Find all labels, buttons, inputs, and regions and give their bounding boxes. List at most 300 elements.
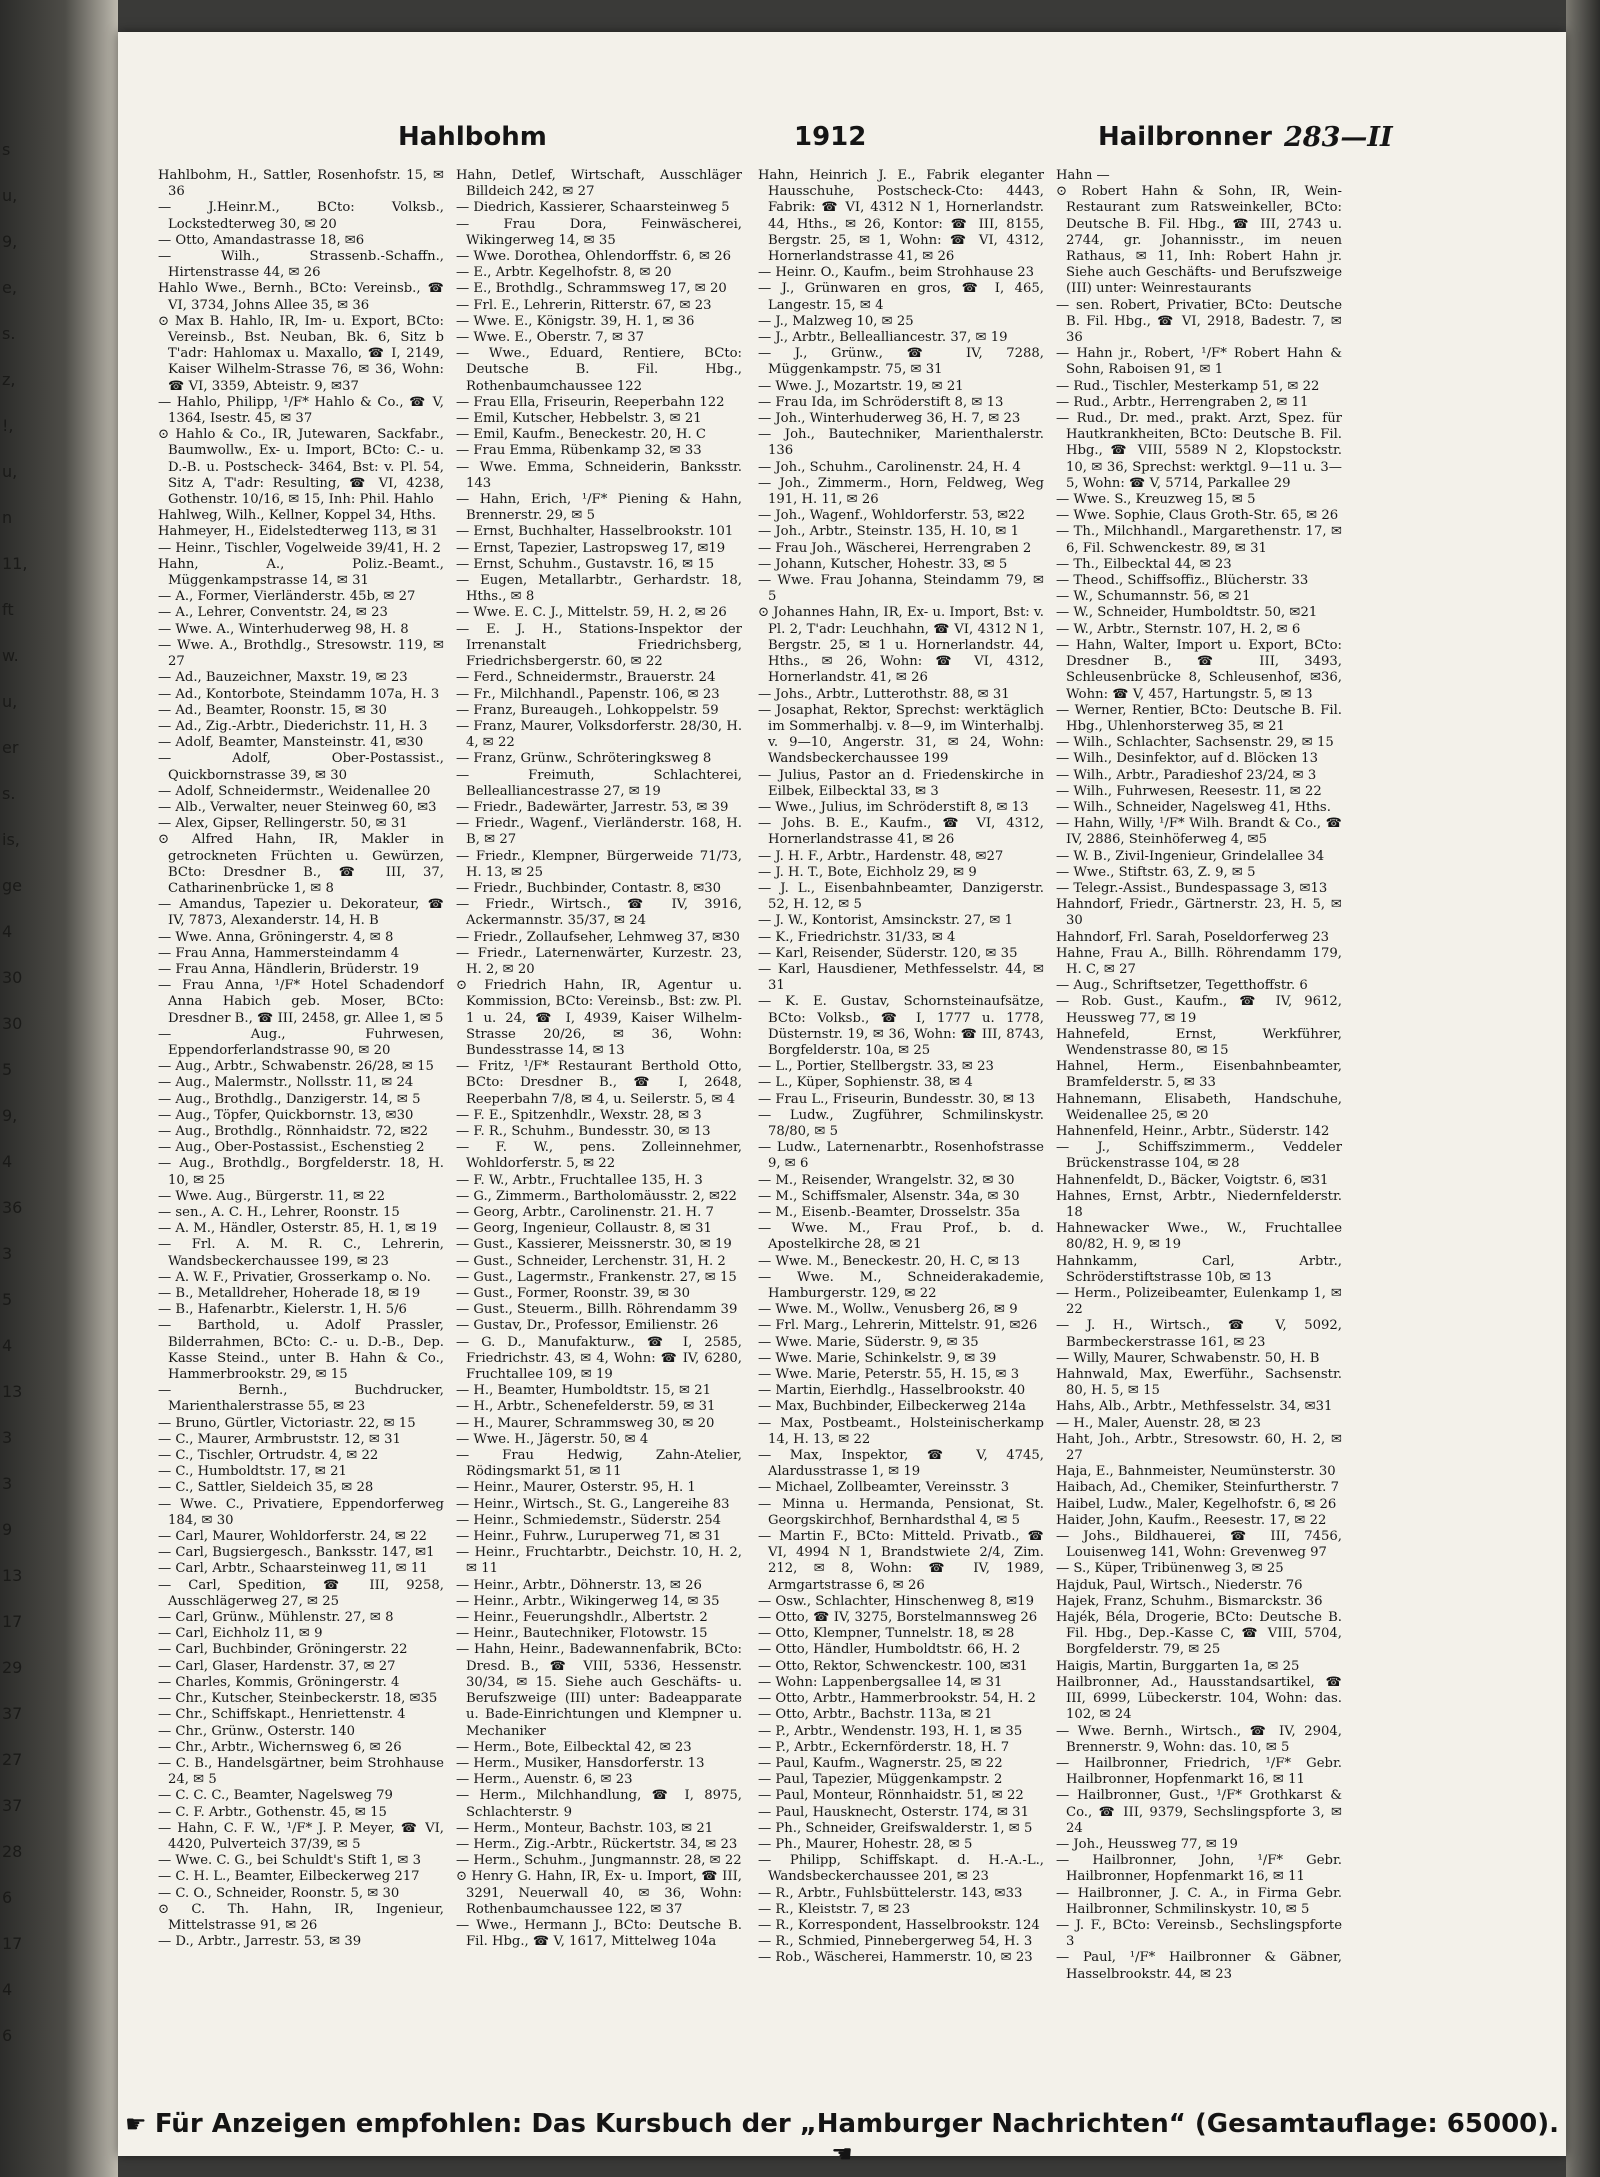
directory-entry: — Osw., Schlachter, Hinschenweg 8, ✉19	[758, 1593, 1034, 1609]
margin-fragment: 17	[2, 1934, 23, 1953]
directory-entry: Hahnel, Herm., Eisenbahnbeamter, Bramfelderstr. 5, ✉ 33	[1056, 1059, 1342, 1091]
directory-entry: — Wwe. A., Winterhuderweg 98, H. 8	[158, 621, 409, 637]
directory-entry: — Gust., Lagermstr., Frankenstr. 27, ✉ 15	[456, 1269, 737, 1285]
directory-entry: — Bernh., Buchdrucker, Marienthalerstrasse 55, ✉ 23	[158, 1383, 444, 1415]
directory-entry: — B., Hafenarbtr., Kielerstr. 1, H. 5/6	[158, 1302, 407, 1318]
directory-entry: — M., Schiffsmaler, Alsenstr. 34a, ✉ 30	[758, 1188, 1020, 1204]
directory-entry: — Adolf, Ober-Postassist., Quickbornstrasse 39, ✉ 30	[158, 751, 444, 783]
directory-column-2	[456, 168, 742, 2108]
directory-entry: — Barthold, u. Adolf Prassler, Bilderrahmen, BCto: C.- u. D.-B., Dep. Kasse Steind., unter B. Hahn & Co., Hammerbrookstr. 29, ✉ 15	[158, 1318, 444, 1383]
footer-text: Für Anzeigen empfohlen: Das Kursbuch der „Hamburger Nachrichten“ (Gesamtauflage: 65000).	[154, 2109, 1560, 2139]
directory-entry: — Joh., Bautechniker, Marienthalerstr. 136	[758, 427, 1044, 459]
directory-entry: — Hailbronner, John, ¹/F* Gebr. Hailbronner, Hopfenmarkt 16, ✉ 11	[1056, 1853, 1342, 1885]
directory-entry: — Herm., Musiker, Hansdorferstr. 13	[456, 1755, 705, 1771]
directory-entry: — G., Zimmerm., Bartholomäusstr. 2, ✉22	[456, 1188, 737, 1204]
directory-entry: — J.Heinr.M., BCto: Volksb., Lockstedterweg 30, ✉ 20	[158, 200, 444, 232]
directory-entry: — Wwe. Aug., Bürgerstr. 11, ✉ 22	[158, 1188, 385, 1204]
directory-entry: — Ludw., Zugführer, Schmilinskystr. 78/80, ✉ 5	[758, 1107, 1044, 1139]
directory-entry: — Wwe. E., Königstr. 39, H. 1, ✉ 36	[456, 313, 695, 329]
directory-entry: Haja, E., Bahnmeister, Neumünsterstr. 30	[1056, 1464, 1336, 1480]
directory-entry: — Heinr., Arbtr., Döhnerstr. 13, ✉ 26	[456, 1577, 702, 1593]
directory-entry: — Otto, Arbtr., Hammerbrookstr. 54, H. 2	[758, 1691, 1036, 1707]
directory-entry: — Johann, Kutscher, Hohestr. 33, ✉ 5	[758, 556, 1008, 572]
directory-column-1	[158, 168, 444, 2108]
directory-entry: — Ad., Zig.-Arbtr., Diederichstr. 11, H. 3	[158, 718, 428, 734]
directory-entry: — Martin, Eierhdlg., Hasselbrookstr. 40	[758, 1383, 1026, 1399]
header-year: 1912	[794, 122, 867, 152]
margin-fragment: !,	[2, 416, 14, 435]
directory-entry: — Werner, Rentier, BCto: Deutsche B. Fil. Hbg., Uhlenhorsterweg 35, ✉ 21	[1056, 702, 1342, 734]
directory-entry: — Friedr., Klempner, Bürgerweide 71/73, H. 13, ✉ 25	[456, 848, 742, 880]
directory-entry: — Ferd., Schneidermstr., Brauerstr. 24	[456, 670, 716, 686]
directory-entry: — Georg, Ingenieur, Collaustr. 8, ✉ 31	[456, 1221, 712, 1237]
directory-entry: — Paul, Kaufm., Wagnerstr. 25, ✉ 22	[758, 1755, 1003, 1771]
directory-entry: — A. M., Händler, Osterstr. 85, H. 1, ✉ 19	[158, 1221, 438, 1237]
directory-entry: — K., Friedrichstr. 31/33, ✉ 4	[758, 929, 956, 945]
adjacent-page-strip	[0, 0, 118, 2177]
directory-entry: — Aug., Fuhrwesen, Eppendorferlandstrasse 90, ✉ 20	[158, 1026, 444, 1058]
directory-entry: — Ad., Beamter, Roonstr. 15, ✉ 30	[158, 702, 387, 718]
directory-entry: Hailbronner, Ad., Hausstandsartikel, ☎ III, 6999, Lübeckerstr. 104, Wohn: das. 102, ✉ 24	[1056, 1674, 1342, 1723]
directory-entry: — Hahn, Erich, ¹/F* Piening & Hahn, Brennerstr. 29, ✉ 5	[456, 492, 742, 524]
directory-entry: — B., Metalldreher, Hoherade 18, ✉ 19	[158, 1286, 421, 1302]
directory-entry: — A., Former, Vierländerstr. 45b, ✉ 27	[158, 589, 416, 605]
directory-entry: — C., Humboldtstr. 17, ✉ 21	[158, 1464, 347, 1480]
directory-entry: — Aug., Töpfer, Quickbornstr. 13, ✉30	[158, 1107, 414, 1123]
directory-entry: — R., Kleiststr. 7, ✉ 23	[758, 1901, 911, 1917]
directory-entry: ⊙ C. Th. Hahn, IR, Ingenieur, Mittelstrasse 91, ✉ 26	[158, 1901, 444, 1933]
directory-entry: — Johs., Arbtr., Lutterothstr. 88, ✉ 31	[758, 686, 1010, 702]
directory-entry: — Carl, Grünw., Mühlenstr. 27, ✉ 8	[158, 1610, 394, 1626]
directory-entry: — Joh., Winterhuderweg 36, H. 7, ✉ 23	[758, 411, 1021, 427]
directory-entry: — Hahn, C. F. W., ¹/F* J. P. Meyer, ☎ VI, 4420, Pulverteich 37/39, ✉ 5	[158, 1820, 444, 1852]
directory-entry: — Wwe. Dorothea, Ohlendorffstr. 6, ✉ 26	[456, 249, 731, 265]
directory-entry: — Frau Ella, Friseurin, Reeperbahn 122	[456, 394, 725, 410]
directory-entry: — Otto, Klempner, Tunnelstr. 18, ✉ 28	[758, 1626, 1015, 1642]
directory-entry: — Hahn, Walter, Import u. Export, BCto: Dresdner B., ☎ III, 3493, Schleusenbrücke 8, Schleusenhof, ✉36, Wohn: ☎ V, 457, Hartungstr. 5, ✉ 13	[1056, 637, 1342, 702]
directory-entry: — Carl, Bugsiergesch., Banksstr. 147, ✉1	[158, 1545, 435, 1561]
directory-entry: — Frau Dora, Feinwäscherei, Wikingerweg 14, ✉ 35	[456, 216, 742, 248]
directory-entry: — Adolf, Schneidermstr., Weidenallee 20	[158, 783, 431, 799]
directory-entry: — Hahn, Willy, ¹/F* Wilh. Brandt & Co., ☎ IV, 2886, Steinhöferweg 4, ✉5	[1056, 816, 1342, 848]
directory-entry: — Ph., Schneider, Greifswalderstr. 1, ✉ 5	[758, 1820, 1033, 1836]
directory-entry: — Heinr., Tischler, Vogelweide 39/41, H. 2	[158, 540, 441, 556]
directory-entry: — C. O., Schneider, Roonstr. 5, ✉ 30	[158, 1885, 400, 1901]
margin-fragment: 36	[2, 1198, 23, 1217]
directory-entry: — F. R., Schuhm., Bundesstr. 30, ✉ 13	[456, 1123, 711, 1139]
directory-entry: — Herm., Schuhm., Jungmannstr. 28, ✉ 22	[456, 1853, 742, 1869]
directory-entry: — Friedr., Buchbinder, Contastr. 8, ✉30	[456, 880, 722, 896]
directory-entry: — Heinr., Feuerungshdlr., Albertstr. 2	[456, 1610, 708, 1626]
directory-entry: — Minna u. Hermanda, Pensionat, St. Georgskirchhof, Bernhardsthal 4, ✉ 5	[758, 1496, 1044, 1528]
directory-entry: — Rob. Gust., Kaufm., ☎ IV, 9612, Heussweg 77, ✉ 19	[1056, 994, 1342, 1026]
directory-entry: — H., Maurer, Schrammsweg 30, ✉ 20	[456, 1415, 715, 1431]
directory-entry: — Eugen, Metallarbtr., Gerhardstr. 18, Hths., ✉ 8	[456, 573, 742, 605]
directory-entry: — Franz, Maurer, Volksdorferstr. 28/30, H. 4, ✉ 22	[456, 718, 742, 751]
directory-entry: — Hailbronner, Friedrich, ¹/F* Gebr. Hailbronner, Hopfenmarkt 16, ✉ 11	[1056, 1755, 1342, 1788]
directory-entry: — Paul, Tapezier, Müggenkampstr. 2	[758, 1772, 1003, 1788]
directory-entry: — Herm., Zig.-Arbtr., Rückertstr. 34, ✉ 23	[456, 1836, 738, 1852]
directory-entry: — Alb., Verwalter, neuer Steinweg 60, ✉3	[158, 799, 437, 815]
directory-entry: — Rud., Tischler, Mesterkamp 51, ✉ 22	[1056, 378, 1320, 394]
directory-entry: Haider, John, Kaufm., Reesestr. 17, ✉ 22	[1056, 1512, 1327, 1528]
directory-entry: — R., Schmied, Pinnebergerweg 54, H. 3	[758, 1934, 1033, 1950]
directory-entry: — Carl, Arbtr., Schaarsteinweg 11, ✉ 11	[158, 1561, 428, 1577]
directory-entry: — Theod., Schiffsoffiz., Blücherstr. 33	[1056, 573, 1309, 589]
directory-entry: — Amandus, Tapezier u. Dekorateur, ☎ IV, 7873, Alexanderstr. 14, H. B	[158, 897, 444, 929]
directory-entry: — Fritz, ¹/F* Restaurant Berthold Otto, BCto: Dresdner B., ☎ I, 2648, Reeperbahn 7/8, ✉ 4, u. Seilerstr. 5, ✉ 4	[456, 1059, 742, 1107]
directory-entry: — Paul, ¹/F* Hailbronner & Gäbner, Hasselbrookstr. 44, ✉ 23	[1056, 1950, 1342, 1982]
pointing-hand-right-icon: ☚	[831, 2140, 853, 2168]
directory-entry: — Ad., Kontorbote, Steindamm 107a, H. 3	[158, 686, 440, 702]
directory-entry: — Wwe. Marie, Peterstr. 55, H. 15, ✉ 3	[758, 1367, 1020, 1383]
directory-entry: — Wwe. E. C. J., Mittelstr. 59, H. 2, ✉ 26	[456, 605, 727, 621]
margin-fragment: 4	[2, 1336, 13, 1355]
directory-entry: — D., Arbtr., Jarrestr. 53, ✉ 39	[158, 1934, 362, 1950]
directory-entry: — Michael, Zollbeamter, Vereinsstr. 3	[758, 1480, 1010, 1496]
directory-entry: — J. W., Kontorist, Amsinckstr. 27, ✉ 1	[758, 913, 1013, 929]
directory-entry: Hahmeyer, H., Eidelstedterweg 113, ✉ 31	[158, 524, 439, 540]
directory-entry: — Ludw., Laternenarbtr., Rosenhofstrasse 9, ✉ 6	[758, 1140, 1044, 1172]
directory-entry: — Karl, Hausdiener, Methfesselstr. 44, ✉31	[758, 961, 1044, 994]
directory-entry: — Th., Milchhandl., Margarethenstr. 17, ✉ 6, Fil. Schwenckestr. 89, ✉ 31	[1056, 524, 1342, 556]
margin-fragment: 3	[2, 1474, 13, 1493]
directory-entry: — Friedr., Zollaufseher, Lehmweg 37, ✉30	[456, 929, 740, 945]
directory-entry: — Gust., Steuerm., Billh. Röhrendamm 39	[456, 1302, 738, 1318]
directory-entry: — Friedr., Badewärter, Jarrestr. 53, ✉ 39	[456, 799, 729, 815]
directory-entry: — E. J. H., Stations-Inspektor der Irrenanstalt Friedrichsberg, Friedrichsbergerstr. 60, ✉ 22	[456, 621, 742, 670]
directory-entry: — Joh., Arbtr., Steinstr. 135, H. 10, ✉ 1	[758, 524, 1020, 540]
directory-entry: — Rud., Dr. med., prakt. Arzt, Spez. für Hautkrankheiten, BCto: Deutsche B. Fil. Hbg., ☎ VIII, 5589 N 2, Klopstockstr. 10, ✉ 36, Sprechst: werktgl. 9—11 u. 3—5, Wohn: ☎ V, 5714, Parkallee 29	[1056, 411, 1342, 491]
directory-entry: — Friedr., Wirtsch., ☎ IV, 3916, Ackermannstr. 35/37, ✉ 24	[456, 897, 742, 929]
directory-entry: — Johs., Bildhauerei, ☎ III, 7456, Louisenweg 141, Wohn: Grevenweg 97	[1056, 1529, 1342, 1561]
directory-entry: — Wilh., Schlachter, Sachsenstr. 29, ✉ 15	[1056, 735, 1334, 751]
directory-entry: — Herm., Milchhandlung, ☎ I, 8975, Schlachterstr. 9	[456, 1788, 742, 1820]
margin-fragment: 9,	[2, 232, 18, 251]
directory-entry: — Julius, Pastor an d. Friedenskirche in Eilbek, Eilbecktal 33, ✉ 3	[758, 767, 1044, 799]
directory-entry: — Wwe. J., Mozartstr. 19, ✉ 21	[758, 378, 964, 394]
directory-entry: — Otto, Arbtr., Bachstr. 113a, ✉ 21	[758, 1707, 993, 1723]
margin-fragment: s	[2, 140, 11, 159]
margin-fragment: 13	[2, 1566, 23, 1585]
running-header	[118, 122, 1566, 162]
directory-entry: — M., Reisender, Wrangelstr. 32, ✉ 30	[758, 1172, 1015, 1188]
directory-entry: — Heinr., Schmiedemstr., Süderstr. 254	[456, 1512, 722, 1528]
directory-entry: — Wwe. E., Oberstr. 7, ✉ 37	[456, 330, 645, 346]
directory-entry: — Th., Eilbecktal 44, ✉ 23	[1056, 556, 1232, 572]
margin-fragment: 30	[2, 1014, 23, 1033]
directory-entry: — Gustav, Dr., Professor, Emilienstr. 26	[456, 1318, 719, 1334]
directory-entry: — Wwe. M., Wollw., Venusberg 26, ✉ 9	[758, 1302, 1018, 1318]
directory-entry: — Wilh., Schneider, Nagelsweg 41, Hths.	[1056, 799, 1331, 815]
directory-entry: — Aug., Brothdlg., Rönnhaidstr. 72, ✉22	[158, 1123, 428, 1139]
directory-entry: ⊙ Henry G. Hahn, IR, Ex- u. Import, ☎ III, 3291, Neuerwall 40, ✉ 36, Wohn: Rothenbaumchaussee 122, ✉ 37	[456, 1869, 742, 1917]
directory-entry: — J., Grünwaren en gros, ☎ I, 465, Langestr. 15, ✉ 4	[758, 281, 1044, 313]
directory-entry: — Frau Ida, im Schröderstift 8, ✉ 13	[758, 394, 1004, 410]
directory-entry: ⊙ Robert Hahn & Sohn, IR, Wein-Restaurant zum Ratsweinkeller, BCto: Deutsche B. Fil. Hbg., ☎ III, 2743 u. 2744, gr. Johannisstr., im neuen Rathaus, ✉ 11, Inh: Robert Hahn jr. Siehe auch Geschäfts- und Berufszweige (III) unter: Weinrestaurants	[1056, 184, 1342, 297]
directory-entry: — Gust., Former, Roonstr. 39, ✉ 30	[456, 1286, 691, 1302]
margin-fragment: 28	[2, 1842, 23, 1861]
margin-fragment: 9,	[2, 1106, 18, 1125]
directory-entry: Hahnewacker Wwe., W., Fruchtallee 80/82, H. 9, ✉ 19	[1056, 1221, 1342, 1253]
directory-entry: — H., Maler, Auenstr. 28, ✉ 23	[1056, 1415, 1261, 1431]
directory-entry: — Wwe. Marie, Schinkelstr. 9, ✉ 39	[758, 1350, 997, 1366]
directory-entry: — Wwe. S., Kreuzweg 15, ✉ 5	[1056, 492, 1256, 508]
directory-entry: Hahnwald, Max, Ewerführ., Sachsenstr. 80, H. 5, ✉ 15	[1056, 1367, 1342, 1399]
directory-entry: — Heinr., Arbtr., Wikingerweg 14, ✉ 35	[456, 1593, 720, 1609]
page-number: 283—II	[1284, 122, 1393, 153]
directory-entry: — Hailbronner, J. C. A., in Firma Gebr. Hailbronner, Schmilinskystr. 10, ✉ 5	[1056, 1885, 1342, 1917]
directory-entry: — Telegr.-Assist., Bundespassage 3, ✉13	[1056, 880, 1328, 896]
directory-entry: Hajek, Franz, Schuhm., Bismarckstr. 36	[1056, 1593, 1323, 1609]
directory-entry: — Ernst, Schuhm., Gustavstr. 16, ✉ 15	[456, 556, 715, 572]
directory-entry: — Herm., Monteur, Bachstr. 103, ✉ 21	[456, 1820, 714, 1836]
directory-entry: — L., Küper, Sophienstr. 38, ✉ 4	[758, 1075, 973, 1091]
directory-entry: — Wwe. M., Frau Prof., b. d. Apostelkirche 28, ✉ 21	[758, 1221, 1044, 1253]
directory-entry: ⊙ Friedrich Hahn, IR, Agentur u. Kommission, BCto: Vereinsb., Bst: zw. Pl. 1 u. 24, ☎ I, 4939, Kaiser Wilhelm-Strasse 20/26, ✉ 36, Wohn: Bundesstrasse 14, ✉ 13	[456, 978, 742, 1058]
directory-entry: — Wwe. Marie, Süderstr. 9, ✉ 35	[758, 1334, 979, 1350]
margin-fragment: u,	[2, 462, 18, 481]
directory-entry: — W., Schumannstr. 56, ✉ 21	[1056, 589, 1251, 605]
directory-entry: — Herm., Polizeibeamter, Eulenkamp 1, ✉ 22	[1056, 1286, 1342, 1318]
directory-page	[118, 32, 1566, 2168]
directory-entry: — P., Arbtr., Eckernförderstr. 18, H. 7	[758, 1739, 1010, 1755]
directory-entry: Hajduk, Paul, Wirtsch., Niederstr. 76	[1056, 1577, 1303, 1593]
margin-fragment: 3	[2, 1428, 13, 1447]
directory-entry: — Wohn: Lappenbergsallee 14, ✉ 31	[758, 1674, 1003, 1690]
directory-entry: — Wwe., Hermann J., BCto: Deutsche B. Fil. Hbg., ☎ V, 1617, Mittelweg 104a	[456, 1917, 742, 1950]
directory-entry: Hahlbohm, H., Sattler, Rosenhofstr. 15, ✉36	[158, 168, 444, 200]
directory-entry: — Frl. Marg., Lehrerin, Mittelstr. 91, ✉26	[758, 1318, 1038, 1334]
directory-entry: — Wwe. H., Jägerstr. 50, ✉ 4	[456, 1431, 649, 1447]
directory-column-4	[1056, 168, 1342, 2108]
directory-entry: — Wwe. Bernh., Wirtsch., ☎ IV, 2904, Brennerstr. 9, Wohn: das. 10, ✉ 5	[1056, 1723, 1342, 1755]
directory-entry: Hahn, Heinrich J. E., Fabrik eleganter Hausschuhe, Postscheck-Cto: 4443, Fabrik: ☎ VI, 4312 N 1, Hornerlandstr. 44, Hths., ✉ 26, Kontor: ☎ III, 8155, Bergstr. 25, ✉ 1, Wohn: ☎ VI, 4312, Hornerlandstrasse 41, ✉ 26	[758, 168, 1044, 265]
directory-entry: — Joh., Wagenf., Wohldorferstr. 53, ✉22	[758, 508, 1025, 524]
directory-entry: ⊙ Max B. Hahlo, IR, Im- u. Export, BCto: Vereinsb., Bst. Neuban, Bk. 6, Sitz b T'adr: Hahlomax u. Maxallo, ☎ I, 2149, Kaiser Wilhelm-Strasse 76, ✉ 36, Wohn: ☎ VI, 3359, Abteistr. 9, ✉37	[158, 313, 444, 394]
directory-entry: — Wwe., Stiftstr. 63, Z. 9, ✉ 5	[1056, 864, 1256, 880]
margin-fragment: 37	[2, 1796, 23, 1815]
directory-entry: — Max, Inspektor, ☎ V, 4745, Alardusstrasse 1, ✉ 19	[758, 1448, 1044, 1480]
directory-entry: — Carl, Maurer, Wohldorferstr. 24, ✉ 22	[158, 1529, 427, 1545]
directory-entry: — Frl. A. M. R. C., Lehrerin, Wandsbeckerchaussee 199, ✉ 23	[158, 1237, 444, 1269]
directory-entry: — C. C. C., Beamter, Nagelsweg 79	[158, 1788, 393, 1804]
directory-entry: — J. F., BCto: Vereinsb., Sechslingspforte 3	[1056, 1917, 1342, 1950]
directory-entry: Hahndorf, Frl. Sarah, Poseldorferweg 23	[1056, 929, 1330, 945]
directory-entry: — Martin F., BCto: Mitteld. Privatb., ☎ VI, 4994 N 1, Brandstwiete 2/4, Zim. 212, ✉ 8, Wohn: ☎ IV, 1989, Armgartstrasse 6, ✉ 26	[758, 1529, 1044, 1593]
directory-entry: — C. H. L., Beamter, Eilbeckerweg 217	[158, 1869, 420, 1885]
directory-entry: — M., Eisenb.-Beamter, Drosselstr. 35a	[758, 1205, 1020, 1220]
directory-entry: — Wwe. C., Privatiere, Eppendorferweg 184, ✉ 30	[158, 1496, 444, 1528]
margin-fragment: w.	[2, 646, 19, 665]
directory-entry: — K. E. Gustav, Schornsteinaufsätze, BCto: Volksb., ☎ I, 1777 u. 1778, Düsternstr. 19, ✉ 36, Wohn: ☎ III, 8743, Borgfelderstr. 10a, ✉ 25	[758, 994, 1044, 1058]
directory-entry: — Wilh., Desinfektor, auf d. Blöcken 13	[1056, 751, 1318, 767]
directory-entry: — Paul, Hausknecht, Osterstr. 174, ✉ 31	[758, 1804, 1029, 1820]
margin-fragment: n	[2, 508, 13, 527]
directory-entry: — J. L., Eisenbahnbeamter, Danzigerstr. 52, H. 12, ✉ 5	[758, 880, 1044, 913]
directory-entry: — Josaphat, Rektor, Sprechst: werktäglich im Sommerhalbj. v. 8—9, im Winterhalbj. v. 9—10, Angerstr. 31, ✉ 24, Wohn: Wandsbeckerchaussee 199	[758, 702, 1044, 767]
margin-fragment: 13	[2, 1382, 23, 1401]
directory-entry: — Ad., Bauzeichner, Maxstr. 19, ✉ 23	[158, 670, 408, 686]
directory-column-3	[758, 168, 1044, 2108]
directory-entry: — Gust., Schneider, Lerchenstr. 31, H. 2	[456, 1253, 726, 1269]
directory-entry: — Frl. E., Lehrerin, Ritterstr. 67, ✉ 23	[456, 297, 712, 313]
directory-entry: — Ernst, Buchhalter, Hasselbrookstr. 101	[456, 524, 734, 540]
directory-entry: — Franz, Grünw., Schröteringksweg 8	[456, 751, 712, 767]
margin-fragment: 4	[2, 922, 13, 941]
directory-entry: — Hahlo, Philipp, ¹/F* Hahlo & Co., ☎ V, 1364, Isestr. 45, ✉ 37	[158, 394, 444, 427]
directory-entry: — Wwe. M., Schneiderakademie, Hamburgerstr. 129, ✉ 22	[758, 1269, 1044, 1302]
margin-fragment: 37	[2, 1704, 23, 1723]
directory-entry: — J. H., Wirtsch., ☎ V, 5092, Barmbeckerstrasse 161, ✉ 23	[1056, 1318, 1342, 1350]
margin-fragment: z,	[2, 370, 16, 389]
margin-fragment: 5	[2, 1290, 13, 1309]
margin-fragment: 11,	[2, 554, 28, 573]
directory-entry: Hahn —	[1056, 168, 1110, 183]
directory-entry: — Hailbronner, Gust., ¹/F* Grothkarst & Co., ☎ III, 9379, Sechslingspforte 3, ✉ 24	[1056, 1788, 1342, 1836]
directory-entry: — Wwe. M., Beneckestr. 20, H. C, ✉ 13	[758, 1253, 1020, 1269]
directory-entry: — Heinr. O., Kaufm., beim Strohhause 23	[758, 265, 1035, 281]
directory-entry: — Frau Hedwig, Zahn-Atelier, Rödingsmarkt 51, ✉ 11	[456, 1448, 742, 1480]
directory-entry: Hahlo Wwe., Bernh., BCto: Vereinsb., ☎ VI, 3734, Johns Allee 35, ✉ 36	[158, 281, 444, 313]
directory-entry: — Wwe., Eduard, Rentiere, BCto: Deutsche B. Fil. Hbg., Rothenbaumchaussee 122	[456, 346, 742, 394]
directory-entry: — sen. Robert, Privatier, BCto: Deutsche B. Fil. Hbg., ☎ VI, 2918, Badestr. 7, ✉ 36	[1056, 297, 1342, 346]
directory-entry: — Otto, ☎ IV, 3275, Borstelmannsweg 26	[758, 1610, 1038, 1626]
directory-entry: — R., Arbtr., Fuhlsbüttelerstr. 143, ✉33	[758, 1885, 1023, 1901]
directory-entry: — Emil, Kaufm., Beneckestr. 20, H. C	[456, 427, 706, 443]
directory-entry: — Emil, Kutscher, Hebbelstr. 3, ✉ 21	[456, 411, 702, 427]
directory-entry: — Carl, Spedition, ☎ III, 9258, Ausschlägerweg 27, ✉ 25	[158, 1577, 444, 1609]
directory-entry: — Franz, Bureaugeh., Lohkoppelstr. 59	[456, 702, 719, 718]
directory-entry: — Wwe. Frau Johanna, Steindamm 79, ✉ 5	[758, 573, 1044, 605]
directory-entry: ⊙ Johannes Hahn, IR, Ex- u. Import, Bst: v. Pl. 2, T'adr: Leuchhahn, ☎ VI, 4312 N 1, Bergstr. 25, ✉ 1 u. Hornerlandstr. 44, Hths., ✉ 26, Wohn: ☎ VI, 4312, Hornerlandstr. 41, ✉ 26	[758, 605, 1044, 686]
margin-fragment: 4	[2, 1980, 13, 1999]
directory-entry: — Carl, Glaser, Hardenstr. 37, ✉ 27	[158, 1658, 396, 1674]
margin-fragment: 4	[2, 1152, 13, 1171]
directory-entry: Haigis, Martin, Burggarten 1a, ✉ 25	[1056, 1658, 1300, 1674]
margin-fragment: 6	[2, 1888, 13, 1907]
directory-entry: — J., Grünw., ☎ IV, 7288, Müggenkampstr. 75, ✉ 31	[758, 346, 1044, 378]
directory-entry: — C. B., Handelsgärtner, beim Strohhause 24, ✉ 5	[158, 1755, 444, 1788]
directory-entry: Hahlweg, Wilh., Kellner, Koppel 34, Hths.	[158, 508, 437, 524]
directory-entry: — W., Schneider, Humboldtstr. 50, ✉21	[1056, 605, 1318, 621]
directory-entry: — Carl, Eichholz 11, ✉ 9	[158, 1626, 323, 1642]
directory-entry: Hahne, Frau A., Billh. Röhrendamm 179, H. C, ✉ 27	[1056, 945, 1342, 977]
directory-entry: — Wwe. A., Brothdlg., Stresowstr. 119, ✉27	[158, 637, 444, 670]
margin-fragment: 6	[2, 2026, 13, 2045]
margin-fragment: 29	[2, 1658, 23, 1677]
margin-fragment: is,	[2, 830, 20, 849]
directory-entry: — Frau Joh., Wäscherei, Herrengraben 2	[758, 540, 1032, 556]
directory-entry: — J., Malzweg 10, ✉ 25	[758, 313, 914, 329]
directory-entry: — Heinr., Fuhrw., Luruperweg 71, ✉ 31	[456, 1529, 722, 1545]
advertisement-footer	[118, 2109, 1566, 2169]
directory-entry: — sen., A. C. H., Lehrer, Roonstr. 15	[158, 1205, 400, 1220]
directory-entry: — Chr., Arbtr., Wichernsweg 6, ✉ 26	[158, 1739, 402, 1755]
directory-entry: Hahnkamm, Carl, Arbtr., Schröderstiftstrasse 10b, ✉ 13	[1056, 1253, 1342, 1285]
directory-entry: — Otto, Händler, Humboldtstr. 66, H. 2	[758, 1642, 1021, 1658]
directory-entry: ⊙ Alfred Hahn, IR, Makler in getrockneten Früchten u. Gewürzen, BCto: Dresdner B., ☎ III, 37, Catharinenbrücke 1, ✉ 8	[158, 832, 444, 896]
directory-entry: — Karl, Reisender, Süderstr. 120, ✉ 35	[758, 945, 1018, 961]
directory-entry: — C. F. Arbtr., Gothenstr. 45, ✉ 15	[158, 1804, 387, 1820]
directory-entry: — Ernst, Tapezier, Lastropsweg 17, ✉19	[456, 540, 726, 556]
margin-fragment: 5	[2, 1060, 13, 1079]
directory-entry: — Joh., Schuhm., Carolinenstr. 24, H. 4	[758, 459, 1021, 475]
margin-fragment: s.	[2, 784, 16, 803]
margin-fragment: 3	[2, 1244, 13, 1263]
directory-entry: — Max, Buchbinder, Eilbeckerweg 214a	[758, 1399, 1026, 1415]
directory-entry: — Joh., Heussweg 77, ✉ 19	[1056, 1836, 1238, 1852]
directory-entry: — Chr., Schiffskapt., Henriettenstr. 4	[158, 1707, 406, 1723]
directory-entry: — Aug., Ober-Postassist., Eschenstieg 2	[158, 1140, 425, 1156]
directory-entry: — E., Arbtr. Kegelhofstr. 8, ✉ 20	[456, 265, 672, 281]
directory-entry: Hahnes, Ernst, Arbtr., Niedernfelderstr. 18	[1056, 1188, 1342, 1220]
directory-entry: — Adolf, Beamter, Mansteinstr. 41, ✉30	[158, 735, 424, 751]
directory-entry: Haibach, Ad., Chemiker, Steinfurtherstr. 7	[1056, 1480, 1339, 1496]
directory-entry: — Ph., Maurer, Hohestr. 28, ✉ 5	[758, 1836, 973, 1852]
directory-entry: — W., Arbtr., Sternstr. 107, H. 2, ✉ 6	[1056, 621, 1301, 637]
directory-entry: — Friedr., Wagenf., Vierländerstr. 168, H. B, ✉ 27	[456, 816, 742, 848]
directory-entry: Hahnenfeld, Heinr., Arbtr., Süderstr. 142	[1056, 1123, 1330, 1139]
directory-entry: — F. E., Spitzenhdlr., Wexstr. 28, ✉ 3	[456, 1107, 702, 1123]
directory-entry: — A. W. F., Privatier, Grosserkamp o. No.	[158, 1269, 431, 1285]
directory-entry: — J., Arbtr., Bellealliancestr. 37, ✉ 19	[758, 330, 1008, 346]
directory-entry: — Aug., Schriftsetzer, Tegetthoffstr. 6	[1056, 978, 1308, 994]
directory-entry: — C., Sattler, Sieldeich 35, ✉ 28	[158, 1480, 374, 1496]
directory-entry: — Otto, Rektor, Schwenckestr. 100, ✉31	[758, 1658, 1028, 1674]
directory-entry: Hahnenfeldt, D., Bäcker, Voigtstr. 6, ✉31	[1056, 1172, 1329, 1188]
directory-entry: — C., Maurer, Armbruststr. 12, ✉ 31	[158, 1431, 401, 1447]
directory-entry: — Georg, Arbtr., Carolinenstr. 21. H. 7	[456, 1205, 714, 1220]
directory-entry: Hahn, Detlef, Wirtschaft, Ausschläger Billdeich 242, ✉ 27	[456, 168, 742, 200]
directory-entry: — Rud., Arbtr., Herrengraben 2, ✉ 11	[1056, 394, 1309, 410]
directory-entry: — L., Portier, Stellbergstr. 33, ✉ 23	[758, 1059, 994, 1075]
directory-entry: — H., Arbtr., Schenefelderstr. 59, ✉ 31	[456, 1399, 716, 1415]
directory-entry: — Heinr., Maurer, Osterstr. 95, H. 1	[456, 1480, 696, 1496]
directory-entry: — Heinr., Wirtsch., St. G., Langereihe 83	[456, 1496, 730, 1512]
directory-entry: — F. W., pens. Zolleinnehmer, Wohldorferstr. 5, ✉ 22	[456, 1140, 742, 1172]
directory-entry: — Chr., Kutscher, Steinbeckerstr. 18, ✉35	[158, 1691, 438, 1707]
directory-entry: — Otto, Amandastrasse 18, ✉6	[158, 232, 365, 248]
directory-entry: — Wwe. C. G., bei Schuldt's Stift 1, ✉ 3	[158, 1853, 421, 1869]
directory-entry: — Willy, Maurer, Schwabenstr. 50, H. B	[1056, 1350, 1320, 1366]
directory-entry: — R., Korrespondent, Hasselbrookstr. 124	[758, 1917, 1040, 1933]
directory-entry: — Aug., Arbtr., Schwabenstr. 26/28, ✉ 15	[158, 1059, 434, 1075]
directory-entry: — F. W., Arbtr., Fruchtallee 135, H. 3	[456, 1172, 703, 1188]
directory-entry: — Frau Anna, ¹/F* Hotel Schadendorf Anna Habich geb. Moser, BCto: Dresdner B., ☎ III, 2458, gr. Allee 1, ✉ 5	[158, 978, 444, 1026]
directory-entry: — Bruno, Gürtler, Victoriastr. 22, ✉ 15	[158, 1415, 416, 1431]
directory-entry: — P., Arbtr., Wendenstr. 193, H. 1, ✉ 35	[758, 1723, 1023, 1739]
directory-entry: Hahnefeld, Ernst, Werkführer, Wendenstrasse 80, ✉ 15	[1056, 1026, 1342, 1058]
directory-entry: — Diedrich, Kassierer, Schaarsteinweg 5	[456, 200, 730, 216]
directory-entry: — S., Küper, Tribünenweg 3, ✉ 25	[1056, 1561, 1284, 1577]
directory-entry: — Hahn jr., Robert, ¹/F* Robert Hahn & Sohn, Raboisen 91, ✉ 1	[1056, 346, 1342, 378]
directory-entry: Hahndorf, Friedr., Gärtnerstr. 23, H. 5, ✉30	[1056, 897, 1342, 929]
directory-entry: — Carl, Buchbinder, Gröningerstr. 22	[158, 1642, 408, 1658]
directory-entry: — Wwe. Emma, Schneiderin, Banksstr. 143	[456, 459, 742, 491]
margin-fragment: 17	[2, 1612, 23, 1631]
directory-entry: — Friedr., Laternenwärter, Kurzestr. 23, H. 2, ✉ 20	[456, 945, 742, 977]
margin-fragment: u,	[2, 692, 18, 711]
directory-entry: — J. H. T., Bote, Eichholz 29, ✉ 9	[758, 864, 977, 880]
directory-entry: — Chr., Grünw., Osterstr. 140	[158, 1723, 355, 1739]
directory-entry: Hahnemann, Elisabeth, Handschuhe, Weidenallee 25, ✉ 20	[1056, 1091, 1342, 1123]
directory-entry: — Wilh., Fuhrwesen, Reesestr. 11, ✉ 22	[1056, 783, 1322, 799]
directory-entry: — G. D., Manufakturw., ☎ I, 2585, Friedrichstr. 43, ✉ 4, Wohn: ☎ IV, 6280, Fruchtallee 109, ✉ 19	[456, 1334, 742, 1383]
directory-entry: — A., Lehrer, Conventstr. 24, ✉ 23	[158, 605, 388, 621]
directory-entry: — Wilh., Strassenb.-Schaffn., Hirtenstrasse 44, ✉ 26	[158, 249, 444, 281]
margin-fragment: 30	[2, 968, 23, 987]
